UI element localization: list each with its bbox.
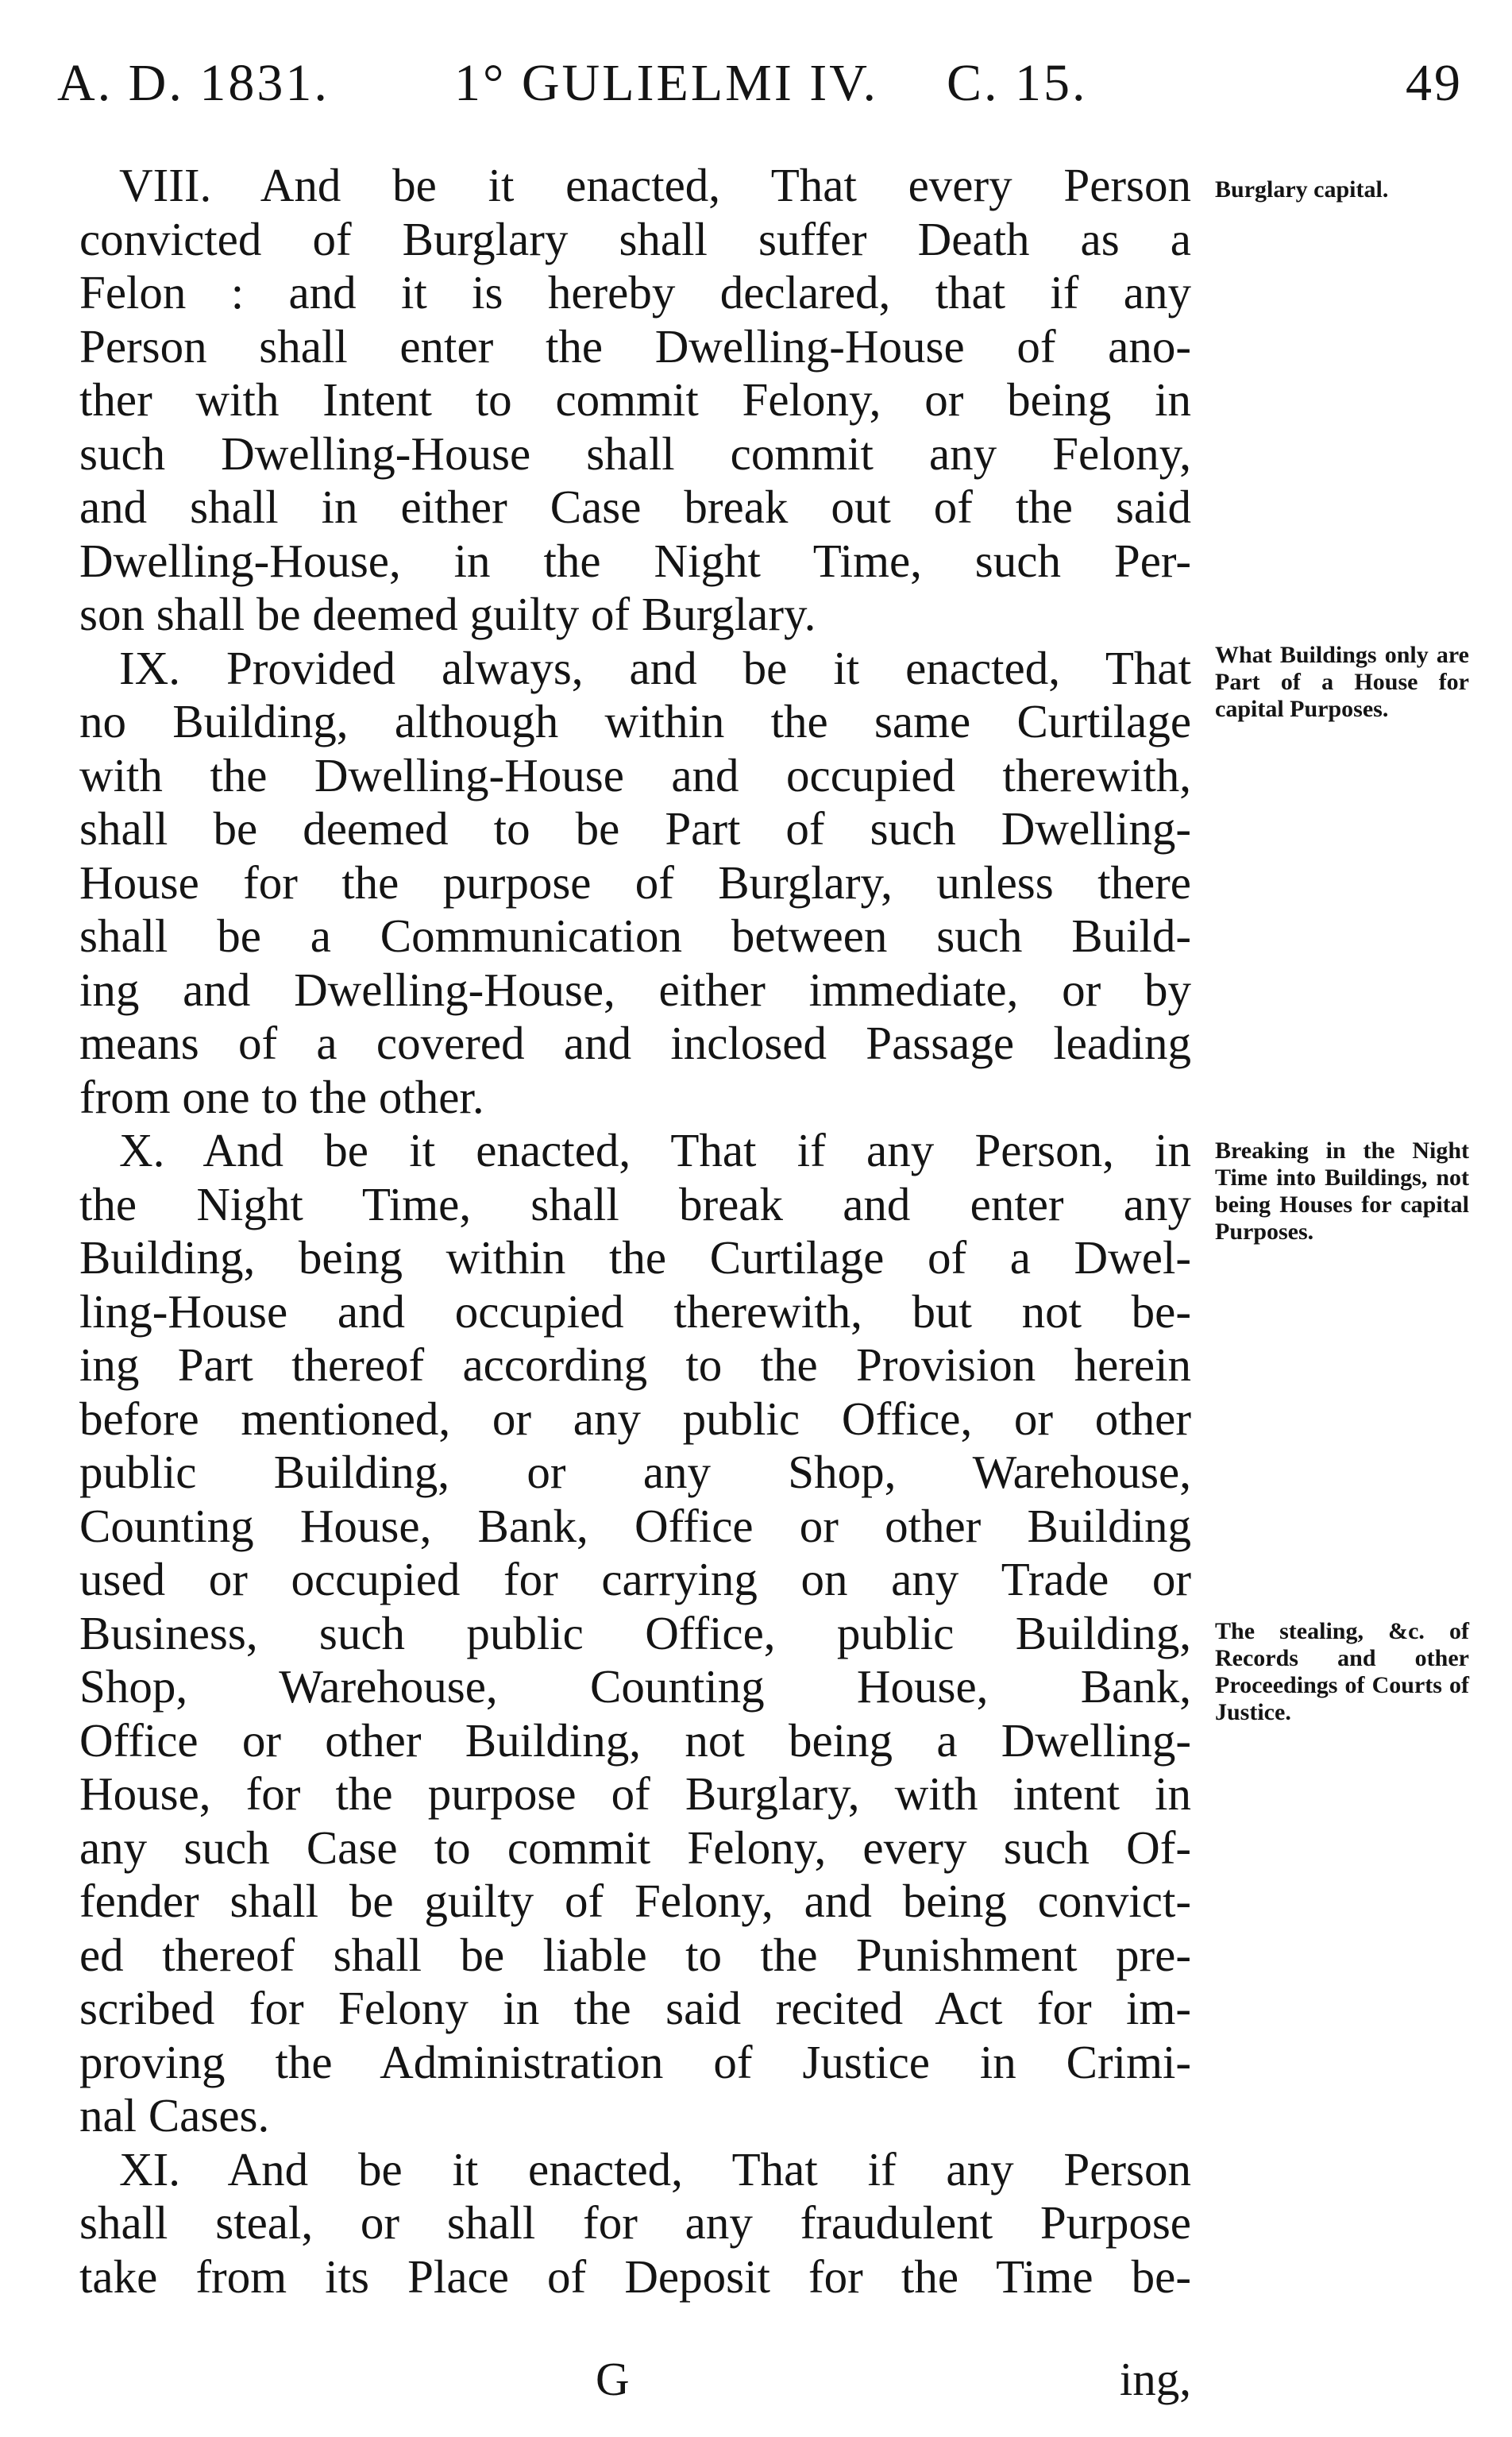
marginal-note: What Buildings only are Part of a House for capital Purposes.	[1215, 642, 1469, 722]
text-line: shall steal, or shall for any fraudulent Purpose	[79, 2196, 1191, 2249]
text-line: Dwelling-House, in the Night Time, such Per-	[79, 534, 1191, 587]
text-line: means of a covered and inclosed Passage leading	[79, 1017, 1191, 1069]
text-line: from one to the other.	[79, 1070, 484, 1123]
text-line: ling-House and occupied therewith, but not be-	[79, 1284, 1191, 1338]
section-x	[79, 1124, 1191, 2143]
text-line: nal Cases.	[79, 2089, 270, 2142]
text-line: no Building, although within the same Curtilage	[79, 695, 1191, 747]
text-line: son shall be deemed guilty of Burglary.	[79, 588, 816, 640]
text-line: ing Part thereof according to the Provision herein	[79, 1338, 1191, 1391]
text-line: House, for the purpose of Burglary, with intent in	[79, 1767, 1191, 1820]
section-viii	[79, 159, 1191, 642]
marginal-note: Breaking in the Night Time into Buildings, not being Houses for capital Purposes.	[1215, 1137, 1469, 1245]
body-text	[79, 159, 1191, 2304]
text-line: Person shall enter the Dwelling-House of ano-	[79, 319, 1191, 373]
text-line: such Dwelling-House shall commit any Felony,	[79, 427, 1191, 480]
text-line: before mentioned, or any public Office, or other	[79, 1392, 1191, 1445]
text-line: public Building, or any Shop, Warehouse,	[79, 1446, 1191, 1498]
catchword-line	[79, 2351, 1191, 2407]
text-line: X. And be it enacted, That if any Person, in	[119, 1124, 1191, 1176]
text-line: shall be deemed to be Part of such Dwelling-	[79, 802, 1191, 855]
header-reign: 1° GULIELMI IV.	[454, 54, 878, 112]
page-number: 49	[1406, 54, 1463, 112]
marginal-note: The stealing, &c. of Records and other Proceedings of Courts of Justice.	[1215, 1618, 1469, 1725]
text-line: convicted of Burglary shall suffer Death as a	[79, 212, 1191, 265]
text-line: Counting House, Bank, Office or other Building	[79, 1499, 1191, 1552]
text-line: take from its Place of Deposit for the Time be-	[79, 2250, 1191, 2303]
signature-mark: G	[596, 2353, 630, 2405]
text-line: Felon : and it is hereby declared, that if any	[79, 266, 1191, 319]
text-line: proving the Administration of Justice in Crimi-	[79, 2035, 1191, 2088]
text-line: fender shall be guilty of Felony, and being convict-	[79, 1875, 1191, 1927]
text-line: and shall in either Case break out of the said	[79, 481, 1191, 533]
text-line: VIII. And be it enacted, That every Person	[119, 159, 1191, 211]
text-line: Business, such public Office, public Building,	[79, 1606, 1191, 1659]
text-line: ther with Intent to commit Felony, or being in	[79, 373, 1191, 426]
text-line: House for the purpose of Burglary, unless there	[79, 855, 1191, 909]
section-xi	[79, 2143, 1191, 2304]
text-line: ing and Dwelling-House, either immediate, or by	[79, 963, 1191, 1016]
text-line: scribed for Felony in the said recited Act for im-	[79, 1982, 1191, 2034]
header-year: A. D. 1831.	[57, 54, 330, 112]
text-line: Office or other Building, not being a Dwelling-	[79, 1713, 1191, 1767]
text-line: used or occupied for carrying on any Trade or	[79, 1553, 1191, 1605]
catchword: ing,	[1119, 2353, 1191, 2405]
running-head	[57, 40, 1463, 127]
text-line: Building, being within the Curtilage of a Dwel-	[79, 1231, 1191, 1284]
text-line: with the Dwelling-House and occupied therewith,	[79, 748, 1191, 801]
header-chapter: C. 15.	[947, 54, 1088, 112]
text-line: any such Case to commit Felony, every such Of-	[79, 1821, 1191, 1874]
section-ix	[79, 642, 1191, 1125]
text-line: shall be a Communication between such Build-	[79, 910, 1191, 962]
text-line: XI. And be it enacted, That if any Person	[119, 2142, 1191, 2196]
text-line: the Night Time, shall break and enter any	[79, 1177, 1191, 1230]
text-line: ed thereof shall be liable to the Punishment pre-	[79, 1928, 1191, 1981]
marginal-note: Burglary capital.	[1215, 176, 1389, 203]
text-line: Shop, Warehouse, Counting House, Bank,	[79, 1660, 1191, 1713]
text-line: IX. Provided always, and be it enacted, That	[119, 641, 1191, 694]
